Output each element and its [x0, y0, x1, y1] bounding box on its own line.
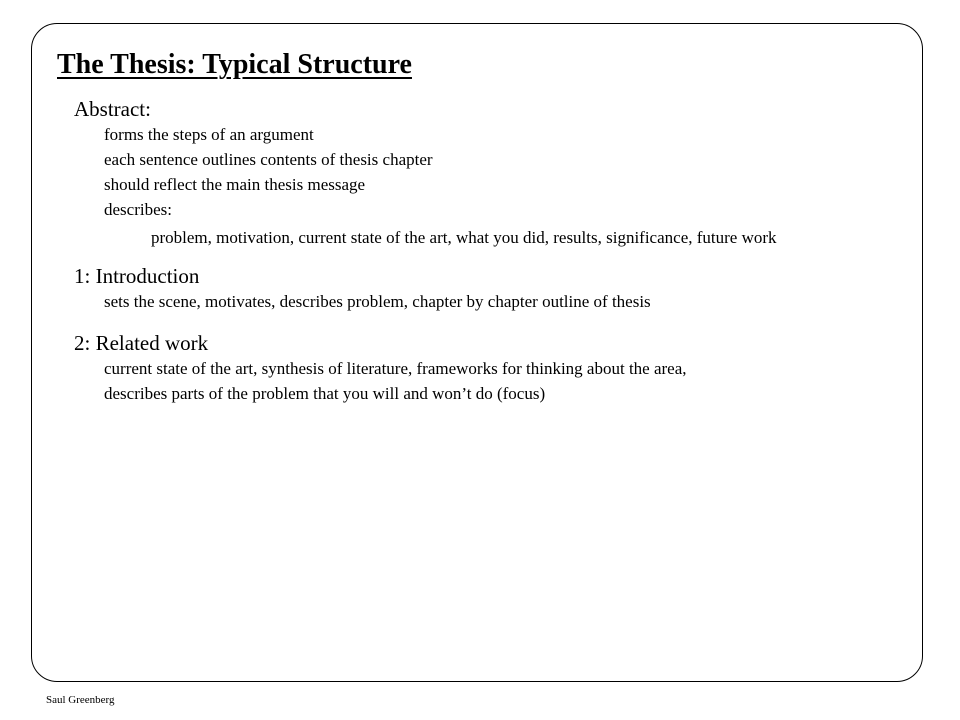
section-abstract — [74, 96, 904, 250]
bullet-item: current state of the art, synthesis of literature, frameworks for thinking about the area, — [104, 359, 687, 378]
slide-content — [74, 96, 904, 406]
section-heading: 1: Introduction — [74, 264, 200, 288]
bullet-item: sets the scene, motivates, describes problem, chapter by chapter outline of thesis — [104, 292, 651, 311]
bullet-item: describes: — [104, 200, 172, 219]
bullet-item: describes parts of the problem that you will and won’t do (focus) — [104, 384, 546, 403]
sub-bullet-item: problem, motivation, current state of the art, what you did, results, significance, future work — [151, 228, 777, 247]
bullet-item: should reflect the main thesis message — [104, 175, 366, 194]
bullet-item: forms the steps of an argument — [104, 125, 314, 144]
section-heading: Abstract: — [74, 97, 151, 121]
footer-author: Saul Greenberg — [46, 694, 115, 706]
slide-title: The Thesis: Typical Structure — [57, 49, 412, 80]
section-introduction — [74, 263, 904, 314]
section-related-work — [74, 330, 904, 406]
section-heading: 2: Related work — [74, 331, 209, 355]
bullet-item: each sentence outlines contents of thesis chapter — [104, 150, 433, 169]
